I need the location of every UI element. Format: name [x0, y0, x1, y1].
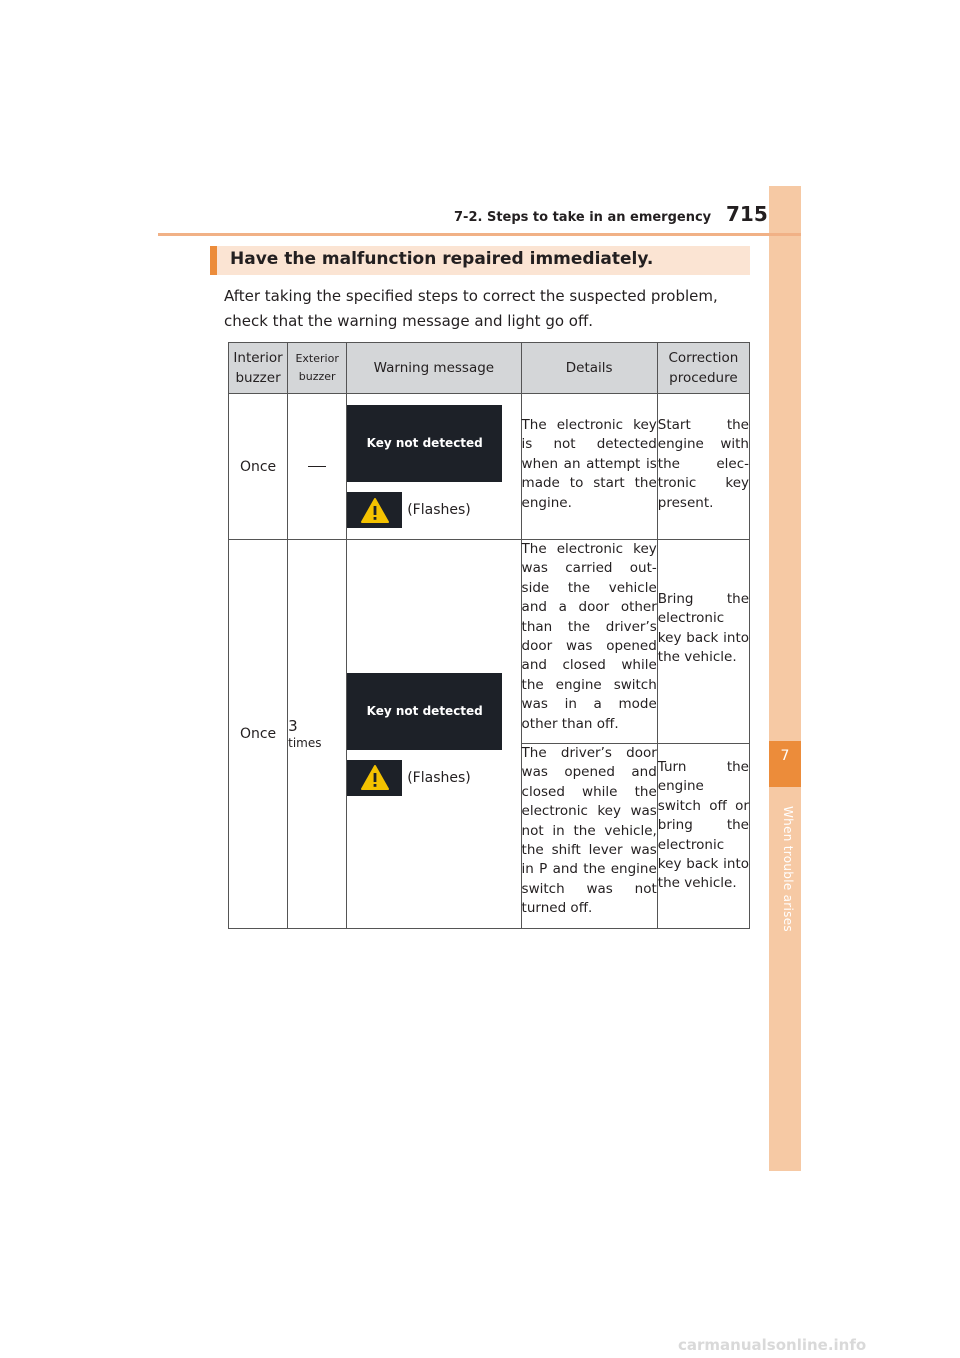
correction-cell: Start the engine with the elec-tronic key present.: [657, 394, 749, 540]
header-correction: Correction procedure: [657, 343, 749, 394]
chapter-title: When trouble arises: [781, 806, 795, 932]
table-row: [229, 394, 750, 540]
warning-triangle-icon: [360, 764, 390, 791]
details-cell: The electronic key was carried out-side the vehicle and a door other than the driver’s door was opened and closed while the engine switch was in a mode other than off.: [521, 540, 657, 744]
interior-buzzer-cell: Once: [229, 394, 288, 540]
header-details: Details: [521, 343, 657, 394]
flashes-label: (Flashes): [407, 769, 471, 786]
warning-light-panel: [347, 492, 402, 528]
running-header: 7-2. Steps to take in an emergency: [454, 210, 712, 225]
buzzer-count: 3: [288, 717, 298, 735]
intro-paragraph: After taking the specified steps to correct the suspected problem, check that the warning message and light go off.: [224, 287, 718, 330]
warning-table: [228, 342, 750, 929]
watermark: carmanualsonline.info: [678, 1336, 867, 1354]
warning-light-panel: [347, 760, 402, 796]
warning-message-cell: [347, 394, 521, 540]
warning-light-row: [347, 760, 520, 796]
warning-message-cell: [347, 540, 521, 929]
correction-cell: Turn the engine switch off or bring the electronic key back into the vehicle.: [657, 744, 749, 929]
interior-buzzer-cell: Once: [229, 540, 288, 929]
header-warning-message: Warning message: [347, 343, 521, 394]
display-screen: Key not detected: [347, 673, 502, 750]
page-number: 715: [726, 202, 768, 226]
details-cell: The electronic key is not detected when an attempt is made to start the engine.: [521, 394, 657, 540]
section-title: Have the malfunction repaired immediately.: [230, 249, 654, 269]
flashes-label: (Flashes): [407, 502, 471, 518]
header-exterior-buzzer: Exterior buzzer: [288, 343, 347, 394]
table-header-row: [229, 343, 750, 394]
details-cell: The driver’s door was opened and closed while the electronic key was not in the vehicle, the shift lever was in P and the engine switch was not turned off.: [521, 744, 657, 929]
header-rule: [158, 233, 801, 236]
no-buzzer-dash: [308, 466, 326, 467]
section-heading-bar: [210, 246, 750, 275]
buzzer-count-unit: times: [288, 736, 322, 750]
display-screen: Key not detected: [347, 405, 502, 482]
exterior-buzzer-cell: [288, 540, 347, 929]
warning-triangle-icon: [360, 497, 390, 524]
chapter-side-tab: [769, 186, 801, 1171]
exterior-buzzer-cell: [288, 394, 347, 540]
header-interior-buzzer: Interior buzzer: [229, 343, 288, 394]
chapter-number: 7: [780, 748, 790, 764]
warning-light-row: [347, 492, 520, 528]
correction-cell: Bring the electronic key back into the vehicle.: [657, 540, 749, 744]
table-row: [229, 540, 750, 744]
